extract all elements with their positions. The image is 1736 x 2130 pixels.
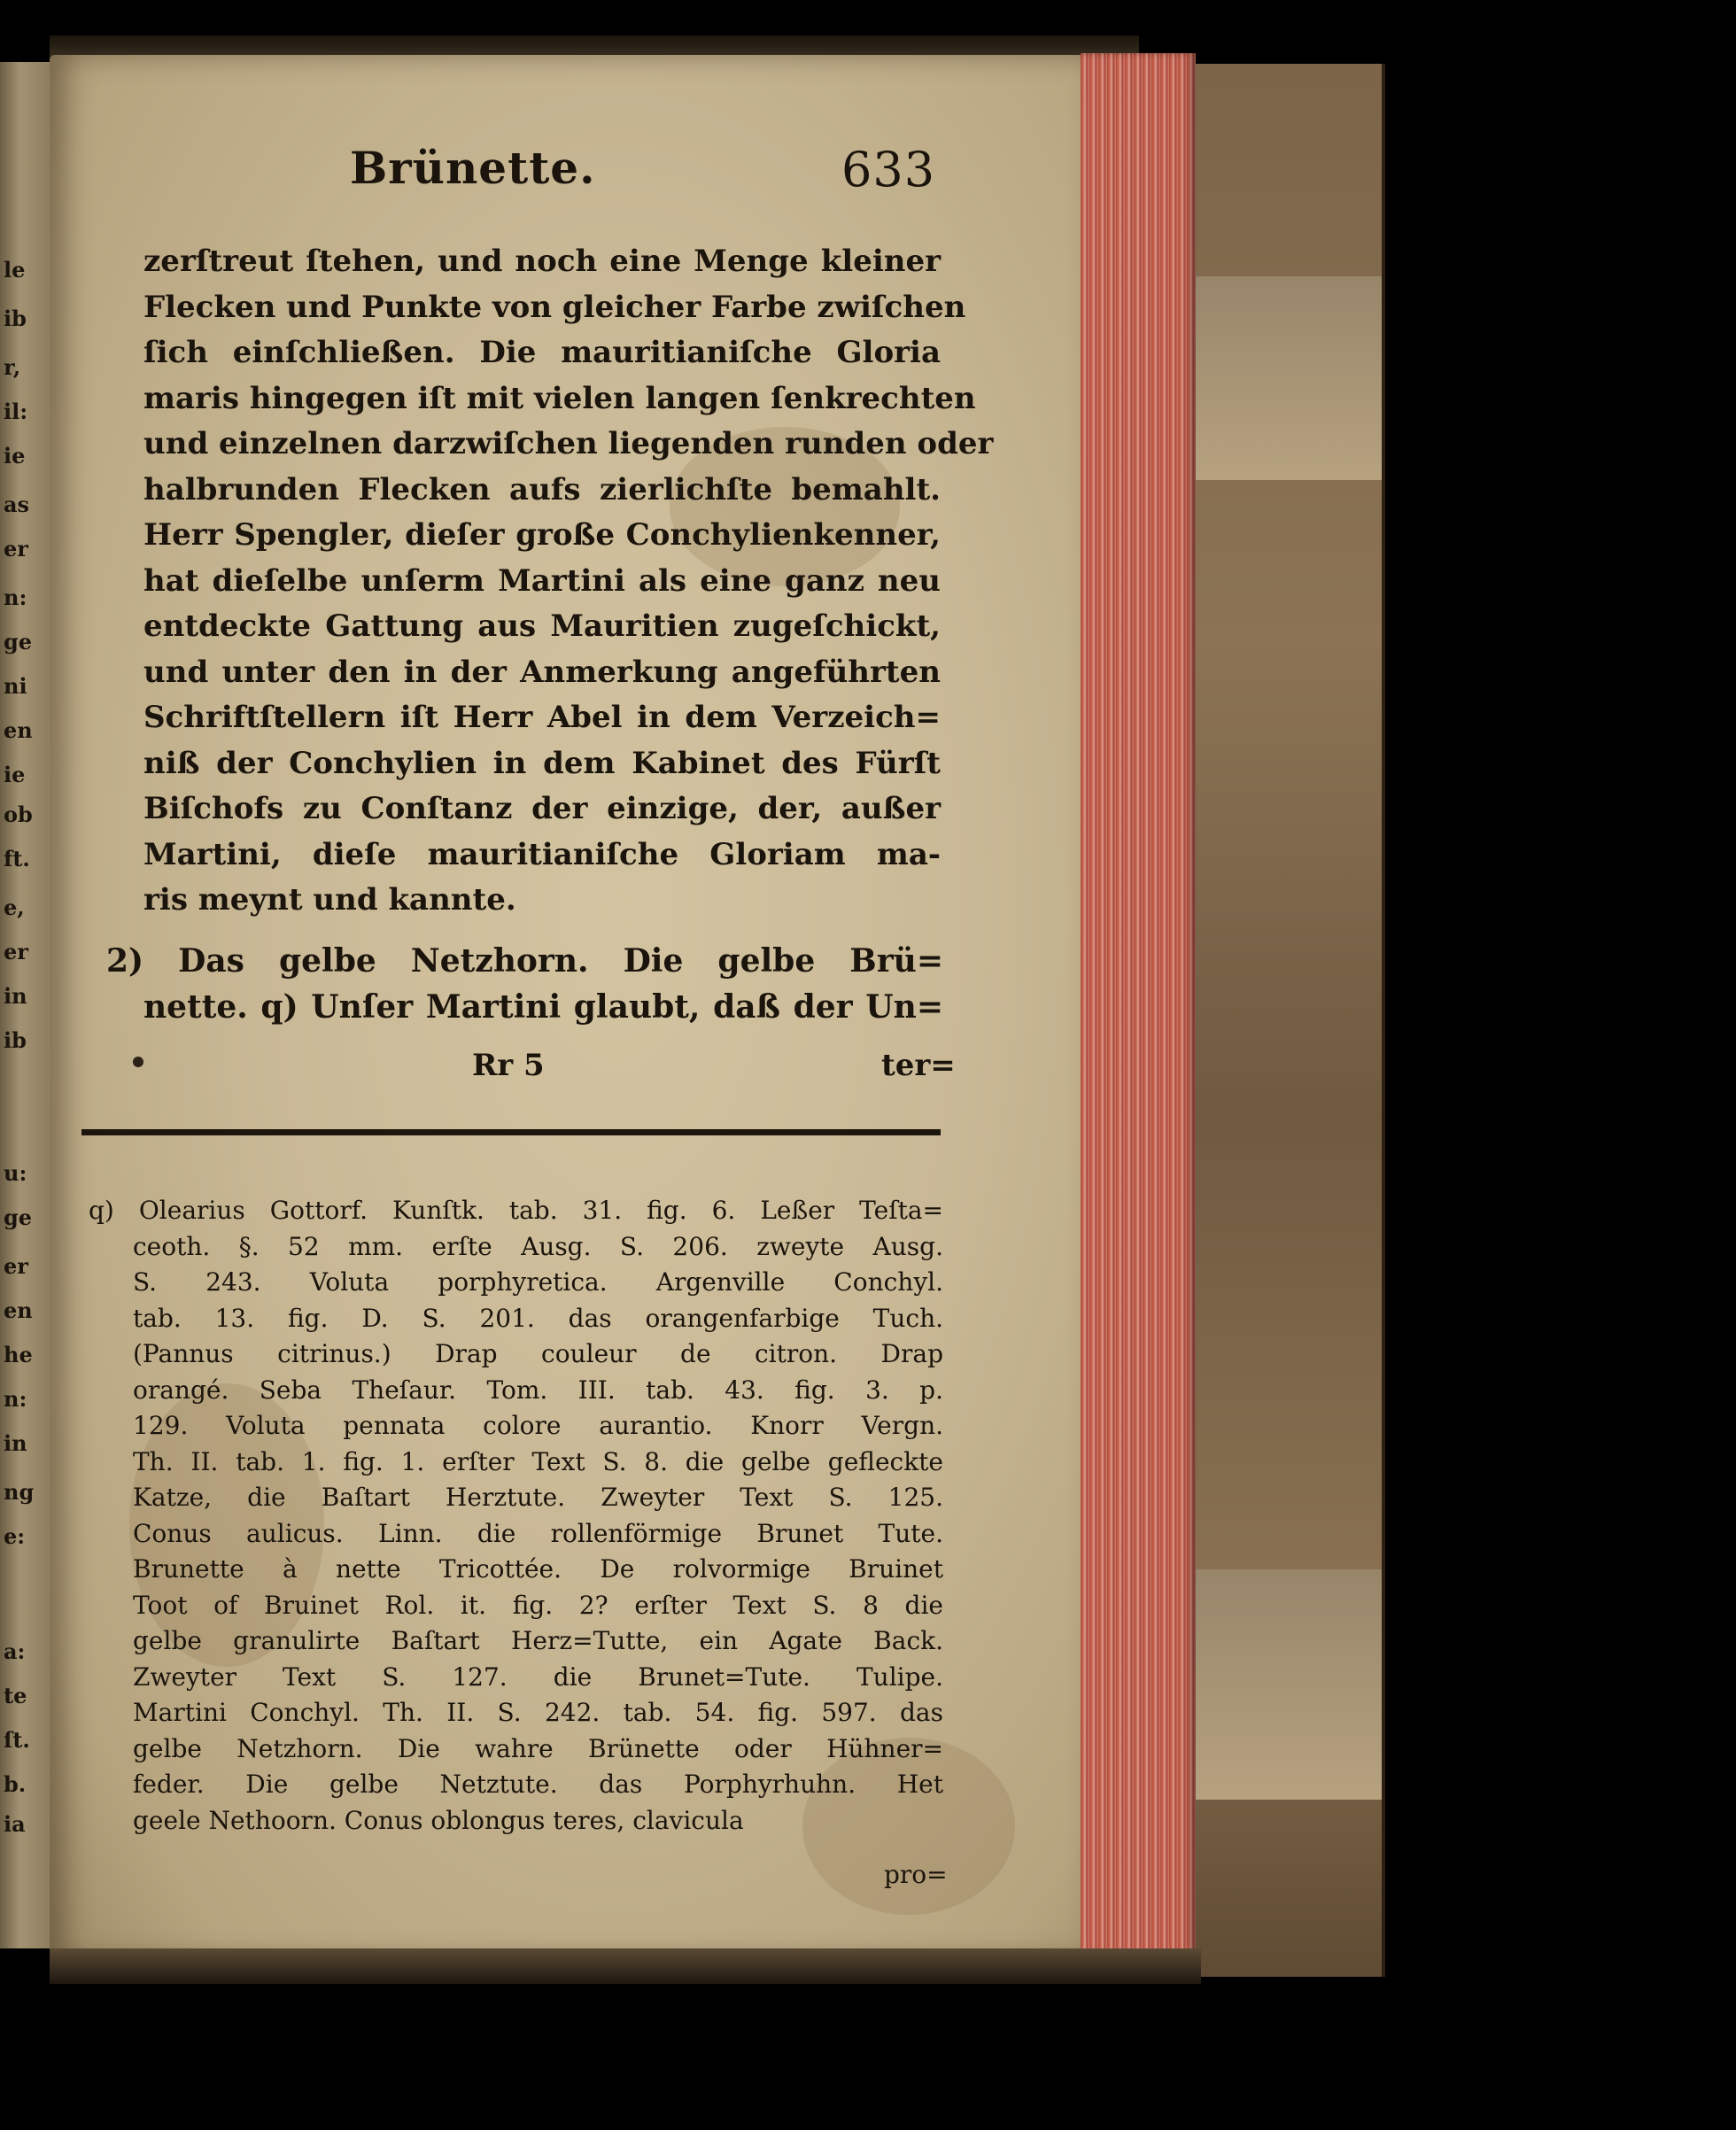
prev-page-fragment: in	[4, 983, 27, 1009]
body-line: zerſtreut ſtehen, und noch eine Menge kleiner	[143, 244, 941, 279]
body-line: ſich einſchließen. Die mauritianiſche Gloria	[143, 335, 941, 370]
prev-page-fragment: e,	[4, 895, 25, 920]
footnote-line: geele Nethoorn. Conus oblongus teres, clavicula	[133, 1805, 744, 1835]
footnote-line: Toot of Bruinet Rol. it. fig. 2? erſter Text S. 8 die	[133, 1590, 943, 1620]
signature-mark: Rr 5	[472, 1048, 545, 1083]
prev-page-fragment: le	[4, 257, 26, 283]
prev-page-fragment: il:	[4, 399, 28, 424]
prev-page-fragment: a:	[4, 1638, 26, 1664]
prev-page-fragment: ie	[4, 443, 26, 469]
prev-page-fragment: te	[4, 1683, 27, 1708]
footnote-line: tab. 13. fig. D. S. 201. das orangenfarbige Tuch.	[133, 1303, 943, 1333]
body-line: maris hingegen iſt mit vielen langen ſenkrechten	[143, 380, 976, 416]
prev-page-fragment: he	[4, 1342, 33, 1367]
footnote-line: gelbe Netzhorn. Die wahre Brünette oder Hühner=	[133, 1733, 943, 1763]
body-line: Herr Spengler, dieſer große Conchylienkenner,	[143, 517, 941, 553]
body-line: hat dieſelbe unſerm Martini als eine ganz neu	[143, 562, 941, 599]
body-line: und einzelnen darzwiſchen liegenden runden oder	[143, 426, 994, 461]
footnote-line: Th. II. tab. 1. fig. 1. erſter Text S. 8. die gelbe gefleckte	[133, 1446, 943, 1476]
footnote-line: orangé. Seba Theſaur. Tom. III. tab. 43. fig. 3. p.	[133, 1375, 943, 1405]
page-fore-edge	[1081, 53, 1196, 1971]
prev-page-fragment: er	[4, 939, 28, 964]
footnote-line: Zweyter Text S. 127. die Brunet=Tute. Tulipe.	[133, 1661, 943, 1692]
body-line: und unter den in der Anmerkung angeführten	[143, 654, 941, 690]
prev-page-fragment: ie	[4, 762, 26, 787]
prev-page-fragment: er	[4, 1253, 28, 1279]
footnote-line: S. 243. Voluta porphyretica. Argenville Conchyl.	[133, 1267, 943, 1297]
prev-page-fragment: ni	[4, 673, 27, 699]
prev-page-fragment: ge	[4, 629, 33, 654]
cover-wear-patch	[1196, 1569, 1382, 1800]
body-line: Biſchofs zu Conſtanz der einzige, der, außer	[143, 791, 941, 826]
body-line: Schriftſtellern iſt Herr Abel in dem Verzeich=	[143, 700, 941, 735]
book-cover-board	[1196, 64, 1385, 1977]
body-line: Flecken und Punkte von gleicher Farbe zwiſchen	[143, 289, 966, 325]
ink-dot	[133, 1057, 143, 1067]
page-number: 633	[841, 142, 936, 198]
footnote-catchword: pro=	[884, 1860, 948, 1889]
cover-wear-patch	[1196, 276, 1382, 480]
footnote-line: Conus aulicus. Linn. die rollenförmige Brunet Tute.	[133, 1518, 943, 1548]
body-line: niß der Conchylien in dem Kabinet des Fürſt	[143, 745, 941, 781]
footnote-line: ceoth. §. 52 mm. erſte Ausg. S. 206. zweyte Ausg.	[133, 1231, 943, 1261]
prev-page-fragment: ng	[4, 1479, 35, 1505]
prev-page-fragment: n:	[4, 585, 27, 610]
prev-page-fragment: e:	[4, 1523, 26, 1549]
prev-page-fragment: ge	[4, 1204, 33, 1230]
body-line: Martini, dieſe mauritianiſche Gloriam ma-	[143, 836, 941, 872]
body-line: ris meynt und kannte.	[143, 882, 516, 918]
footnote-line: gelbe granulirte Baſtart Herz=Tutte, ein Agate Back.	[133, 1626, 943, 1655]
prev-page-fragment: r,	[4, 354, 21, 380]
book-bottom-edge	[50, 1948, 1201, 1984]
footnote-line: (Pannus citrinus.) Drap couleur de citron. Drap	[133, 1339, 943, 1368]
prev-page-fragment: en	[4, 717, 33, 743]
prev-page-fragment: in	[4, 1430, 27, 1456]
footnote-line: Katze, die Baſtart Herztute. Zweyter Text S. 125.	[133, 1483, 943, 1512]
prev-page-fragment: en	[4, 1297, 33, 1323]
body-line: entdeckte Gattung aus Mauritien zugeſchickt,	[143, 608, 941, 644]
body-line: halbrunden Flecken aufs zierlichſte bemahlt.	[143, 471, 941, 507]
prev-page-fragment: ſt.	[4, 1727, 30, 1753]
footnote-line: 129. Voluta pennata colore aurantio. Knorr Vergn.	[133, 1411, 943, 1440]
catchword: ter=	[881, 1048, 956, 1083]
prev-page-fragment: n:	[4, 1386, 27, 1412]
prev-page-fragment: u:	[4, 1160, 27, 1186]
footnote-line: Martini Conchyl. Th. II. S. 242. tab. 54. fig. 597. das	[133, 1698, 943, 1727]
footnote-rule	[81, 1129, 941, 1135]
prev-page-fragment: as	[4, 492, 30, 517]
footnote-line: feder. Die gelbe Netztute. das Porphyrhuhn. Het	[133, 1770, 943, 1799]
prev-page-fragment: ia	[4, 1811, 26, 1837]
prev-page-fragment: ib	[4, 306, 27, 331]
entry-heading-line: 2) Das gelbe Netzhorn. Die gelbe Brü=	[106, 942, 943, 980]
footnote-line: Brunette à nette Tricottée. De rolvormige Bruinet	[133, 1554, 943, 1584]
footnote-line: q) Olearius Gottorf. Kunſtk. tab. 31. fig. 6. Leßer Teſta=	[89, 1196, 943, 1225]
prev-page-fragment: ob	[4, 802, 33, 827]
prev-page-fragment: ib	[4, 1027, 27, 1053]
prev-page-fragment: b.	[4, 1771, 27, 1797]
prev-page-fragment: ft.	[4, 846, 30, 871]
running-title: Brünette.	[350, 142, 596, 194]
entry-text-line: nette. q) Unſer Martini glaubt, daß der Un=	[143, 988, 943, 1026]
prev-page-fragment: er	[4, 536, 28, 562]
